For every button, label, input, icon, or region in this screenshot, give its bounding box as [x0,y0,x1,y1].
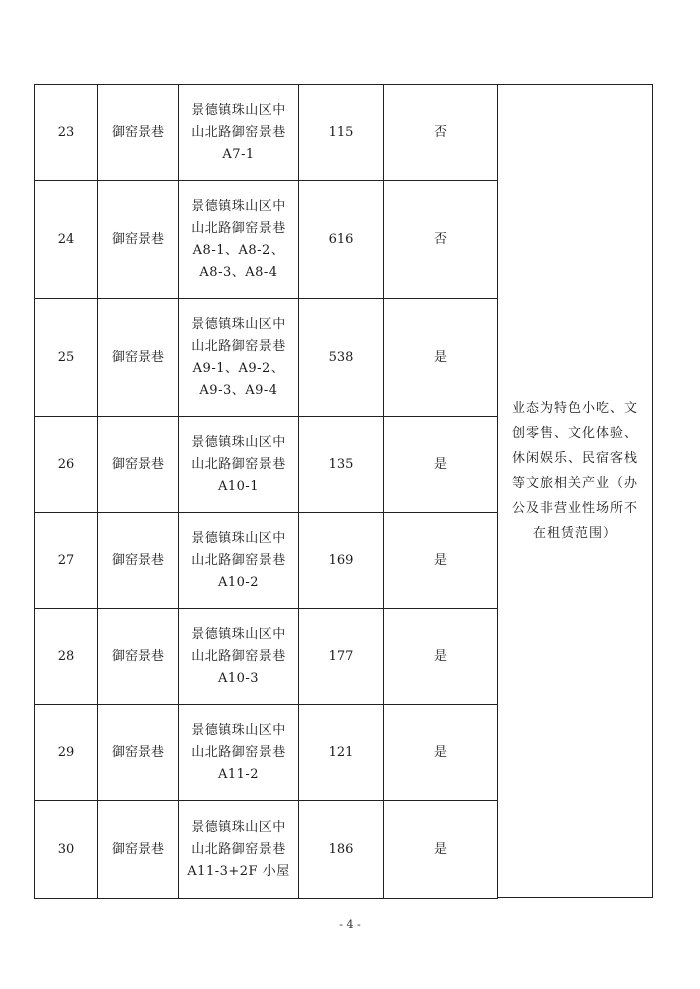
table-row [35,85,498,181]
property-area: 169 [299,513,384,609]
availability-flag: 是 [384,801,498,899]
address-line: A11-2 [217,766,260,782]
table-right-border [652,84,653,898]
address-line: 景德镇珠山区中 [191,102,286,118]
availability-flag: 否 [384,85,498,181]
property-name: 御窑景巷 [98,705,179,801]
property-area: 616 [299,181,384,299]
address-line: 景德镇珠山区中 [191,626,286,642]
property-area: 115 [299,85,384,181]
property-address [179,513,299,609]
address-line: A8-3、A8-4 [199,264,278,280]
address-line: 景德镇珠山区中 [191,819,286,835]
table-row [35,299,498,417]
address-line: 山北路御窑景巷 [191,456,286,472]
address-line: 山北路御窑景巷 [191,744,286,760]
property-table [34,84,498,899]
address-line: A7-1 [222,146,255,162]
property-name: 御窑景巷 [98,513,179,609]
property-area: 538 [299,299,384,417]
address-line: A10-2 [217,574,260,590]
property-name: 御窑景巷 [98,299,179,417]
business-scope-cell [497,84,653,898]
property-name: 御窑景巷 [98,609,179,705]
table-row [35,181,498,299]
property-table-body [35,85,498,899]
address-line: 景德镇珠山区中 [191,316,286,332]
page-number: - 4 - [339,918,361,931]
property-name: 御窑景巷 [98,85,179,181]
availability-flag: 是 [384,609,498,705]
row-number: 25 [35,299,98,417]
availability-flag: 是 [384,513,498,609]
availability-flag: 是 [384,705,498,801]
property-address [179,705,299,801]
table-row [35,513,498,609]
business-scope-text: 业态为特色小吃、文创零售、文化体验、休闲娱乐、民宿客栈等文旅相关产业（办公及非营业性场所不在租赁范围） [511,401,638,541]
address-line: A9-1、A9-2、 [192,360,285,376]
property-name: 御窑景巷 [98,181,179,299]
address-line: 山北路御窑景巷 [191,124,286,140]
address-line: 景德镇珠山区中 [191,434,286,450]
row-number: 26 [35,417,98,513]
property-address [179,417,299,513]
table-row [35,417,498,513]
row-number: 29 [35,705,98,801]
address-line: A10-3 [217,670,260,686]
address-line: 山北路御窑景巷 [191,648,286,664]
row-number: 23 [35,85,98,181]
address-line: 景德镇珠山区中 [191,198,286,214]
availability-flag: 是 [384,417,498,513]
property-name: 御窑景巷 [98,417,179,513]
availability-flag: 否 [384,181,498,299]
row-number: 27 [35,513,98,609]
row-number: 28 [35,609,98,705]
address-line: 山北路御窑景巷 [191,841,286,857]
property-address [179,801,299,899]
address-line: A11-3+2F 小屋 [187,863,290,879]
property-area: 121 [299,705,384,801]
table-row [35,801,498,899]
table-row [35,705,498,801]
address-line: A9-3、A9-4 [199,382,278,398]
address-line: 山北路御窑景巷 [191,552,286,568]
property-area: 177 [299,609,384,705]
property-area: 135 [299,417,384,513]
row-number: 30 [35,801,98,899]
address-line: 景德镇珠山区中 [191,722,286,738]
row-number: 24 [35,181,98,299]
property-address [179,609,299,705]
property-address [179,299,299,417]
property-address [179,181,299,299]
address-line: 景德镇珠山区中 [191,530,286,546]
property-name: 御窑景巷 [98,801,179,899]
address-line: 山北路御窑景巷 [191,338,286,354]
address-line: 山北路御窑景巷 [191,220,286,236]
address-line: A10-1 [217,478,260,494]
property-area: 186 [299,801,384,899]
address-line: A8-1、A8-2、 [192,242,285,258]
table-row [35,609,498,705]
property-address [179,85,299,181]
lease-table-page [34,84,653,898]
availability-flag: 是 [384,299,498,417]
